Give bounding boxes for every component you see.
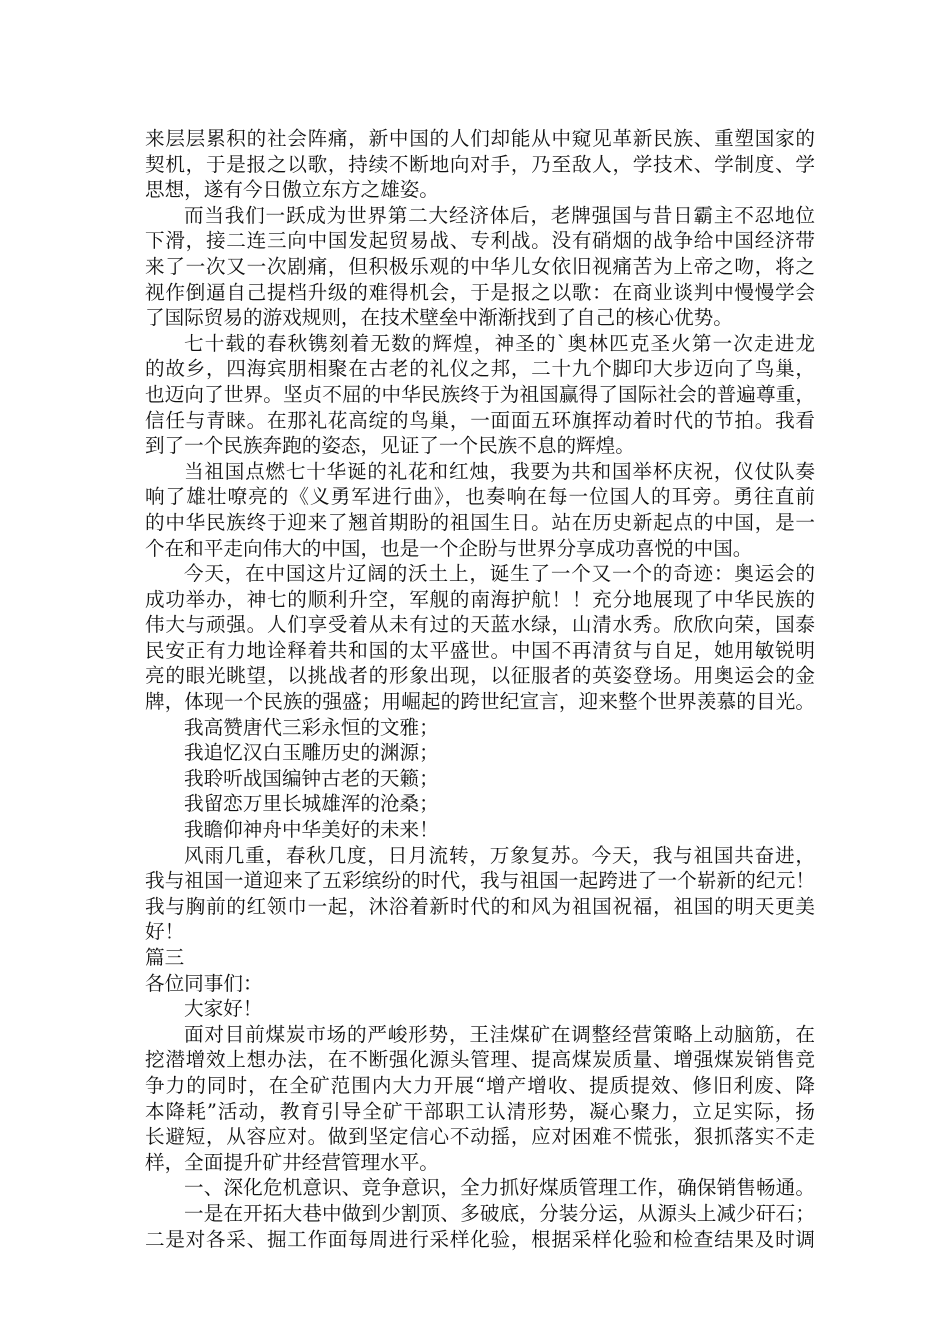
text-line: 二是对各采、掘工作面每周进行采样化验，根据采样化验和检查结果及时调 <box>145 1227 815 1251</box>
text-line: 好！ <box>145 920 185 944</box>
text-line: 一、深化危机意识、竞争意识，全力抓好煤质管理工作，确保销售畅通。 <box>184 1176 815 1200</box>
text-line: 的故乡，四海宾朋相聚在古老的礼仪之邦，二十九个脚印大步迈向了鸟巢， <box>145 357 815 381</box>
text-line: 样，全面提升矿井经营管理水平。 <box>145 1150 439 1174</box>
text-line: 长避短，从容应对。做到坚定信心不动摇，应对困难不慌张，狠抓落实不走 <box>145 1125 815 1149</box>
text-line: 成功举办，神七的顺利升空，军舰的南海护航！！充分地展现了中华民族的 <box>145 587 815 611</box>
text-line: 七十载的春秋镌刻着无数的辉煌，神圣的`奥林匹克圣火第一次走进龙 <box>184 331 815 355</box>
text-line: 当祖国点燃七十华诞的礼花和红烛，我要为共和国举杯庆祝，仪仗队奏 <box>184 459 815 483</box>
text-line: 来了一次又一次剧痛，但积极乐观的中华儿女依旧视痛苦为上帝之吻，将之 <box>145 254 815 278</box>
text-line: 信任与青睐。在那礼花高绽的鸟巢，一面面五环旗挥动着时代的节拍。我看 <box>145 408 815 432</box>
text-line: 响了雄壮嘹亮的《义勇军进行曲》，也奏响在每一位国人的耳旁。勇往直前 <box>145 485 815 509</box>
text-line: 面对目前煤炭市场的严峻形势，王洼煤矿在调整经营策略上动脑筋，在 <box>184 1022 815 1046</box>
text-line: 我留恋万里长城雄浑的沧桑； <box>184 792 439 816</box>
text-line: 了国际贸易的游戏规则，在技术壁垒中渐渐找到了自己的核心优势。 <box>145 306 733 330</box>
text-line: 今天，在中国这片辽阔的沃土上，诞生了一个又一个的奇迹：奥运会的 <box>184 562 815 586</box>
text-line: 也迈向了世界。坚贞不屈的中华民族终于为祖国赢得了国际社会的普遍尊重， <box>145 382 815 406</box>
text-line: 下滑，接二连三向中国发起贸易战、专利战。没有硝烟的战争给中国经济带 <box>145 229 815 253</box>
text-line: 亮的眼光眺望，以挑战者的形象出现，以征服者的英姿登场。用奥运会的金 <box>145 664 815 688</box>
text-line: 挖潜增效上想办法，在不断强化源头管理、提高煤炭质量、增强煤炭销售竞 <box>145 1048 815 1072</box>
text-line: 篇三 <box>145 946 185 969</box>
text-line: 我瞻仰神舟中华美好的未来！ <box>184 818 439 842</box>
text-line: 我高赞唐代三彩永恒的文雅； <box>184 715 439 739</box>
document-page <box>145 126 815 1252</box>
text-line: 我与祖国一道迎来了五彩缤纷的时代，我与祖国一起跨进了一个崭新的纪元！ <box>145 869 815 893</box>
text-line: 本降耗”活动，教育引导全矿干部职工认清形势，凝心聚力，立足实际，扬 <box>145 1099 815 1123</box>
text-line: 契机，于是报之以歌，持续不断地向对手，乃至敌人，学技术、学制度、学 <box>145 152 815 176</box>
text-line: 的中华民族终于迎来了翘首期盼的祖国生日。站在历史新起点的中国，是一 <box>145 510 815 534</box>
text-line: 我追忆汉白玉雕历史的渊源； <box>184 741 439 765</box>
text-line: 民安正有力地诠释着共和国的太平盛世。中国不再清贫与自足，她用敏锐明 <box>145 638 815 662</box>
text-line: 而当我们一跃成为世界第二大经济体后，老牌强国与昔日霸主不忍地位 <box>184 203 815 227</box>
text-line: 我聆听战国编钟古老的天籁； <box>184 766 439 790</box>
text-line: 伟大与顽强。人们享受着从未有过的天蓝水绿，山清水秀。欣欣向荣，国泰 <box>145 613 815 637</box>
text-line: 大家好！ <box>184 997 263 1021</box>
text-line: 视作倒逼自己提档升级的难得机会，于是报之以歌：在商业谈判中慢慢学会 <box>145 280 815 304</box>
text-line: 到了一个民族奔跑的姿态，见证了一个民族不息的辉煌。 <box>145 434 635 458</box>
text-line: 思想，遂有今日傲立东方之雄姿。 <box>145 178 439 202</box>
text-line: 风雨几重，春秋几度，日月流转，万象复苏。今天，我与祖国共奋进， <box>184 843 815 867</box>
text-line: 各位同事们： <box>145 971 263 995</box>
text-line: 一是在开拓大巷中做到少割顶、多破底，分装分运，从源头上减少矸石； <box>184 1201 815 1225</box>
text-line: 个在和平走向伟大的中国，也是一个企盼与世界分享成功喜悦的中国。 <box>145 536 753 560</box>
text-line: 我与胸前的红领巾一起，沐浴着新时代的和风为祖国祝福，祖国的明天更美 <box>145 894 815 918</box>
text-line: 争力的同时，在全矿范围内大力开展“增产增收、提质提效、修旧利废、降 <box>145 1073 815 1097</box>
text-line: 来层层累积的社会阵痛，新中国的人们却能从中窥见革新民族、重塑国家的 <box>145 127 815 150</box>
text-line: 牌，体现一个民族的强盛；用崛起的跨世纪宣言，迎来整个世界羡慕的目光。 <box>145 690 815 714</box>
